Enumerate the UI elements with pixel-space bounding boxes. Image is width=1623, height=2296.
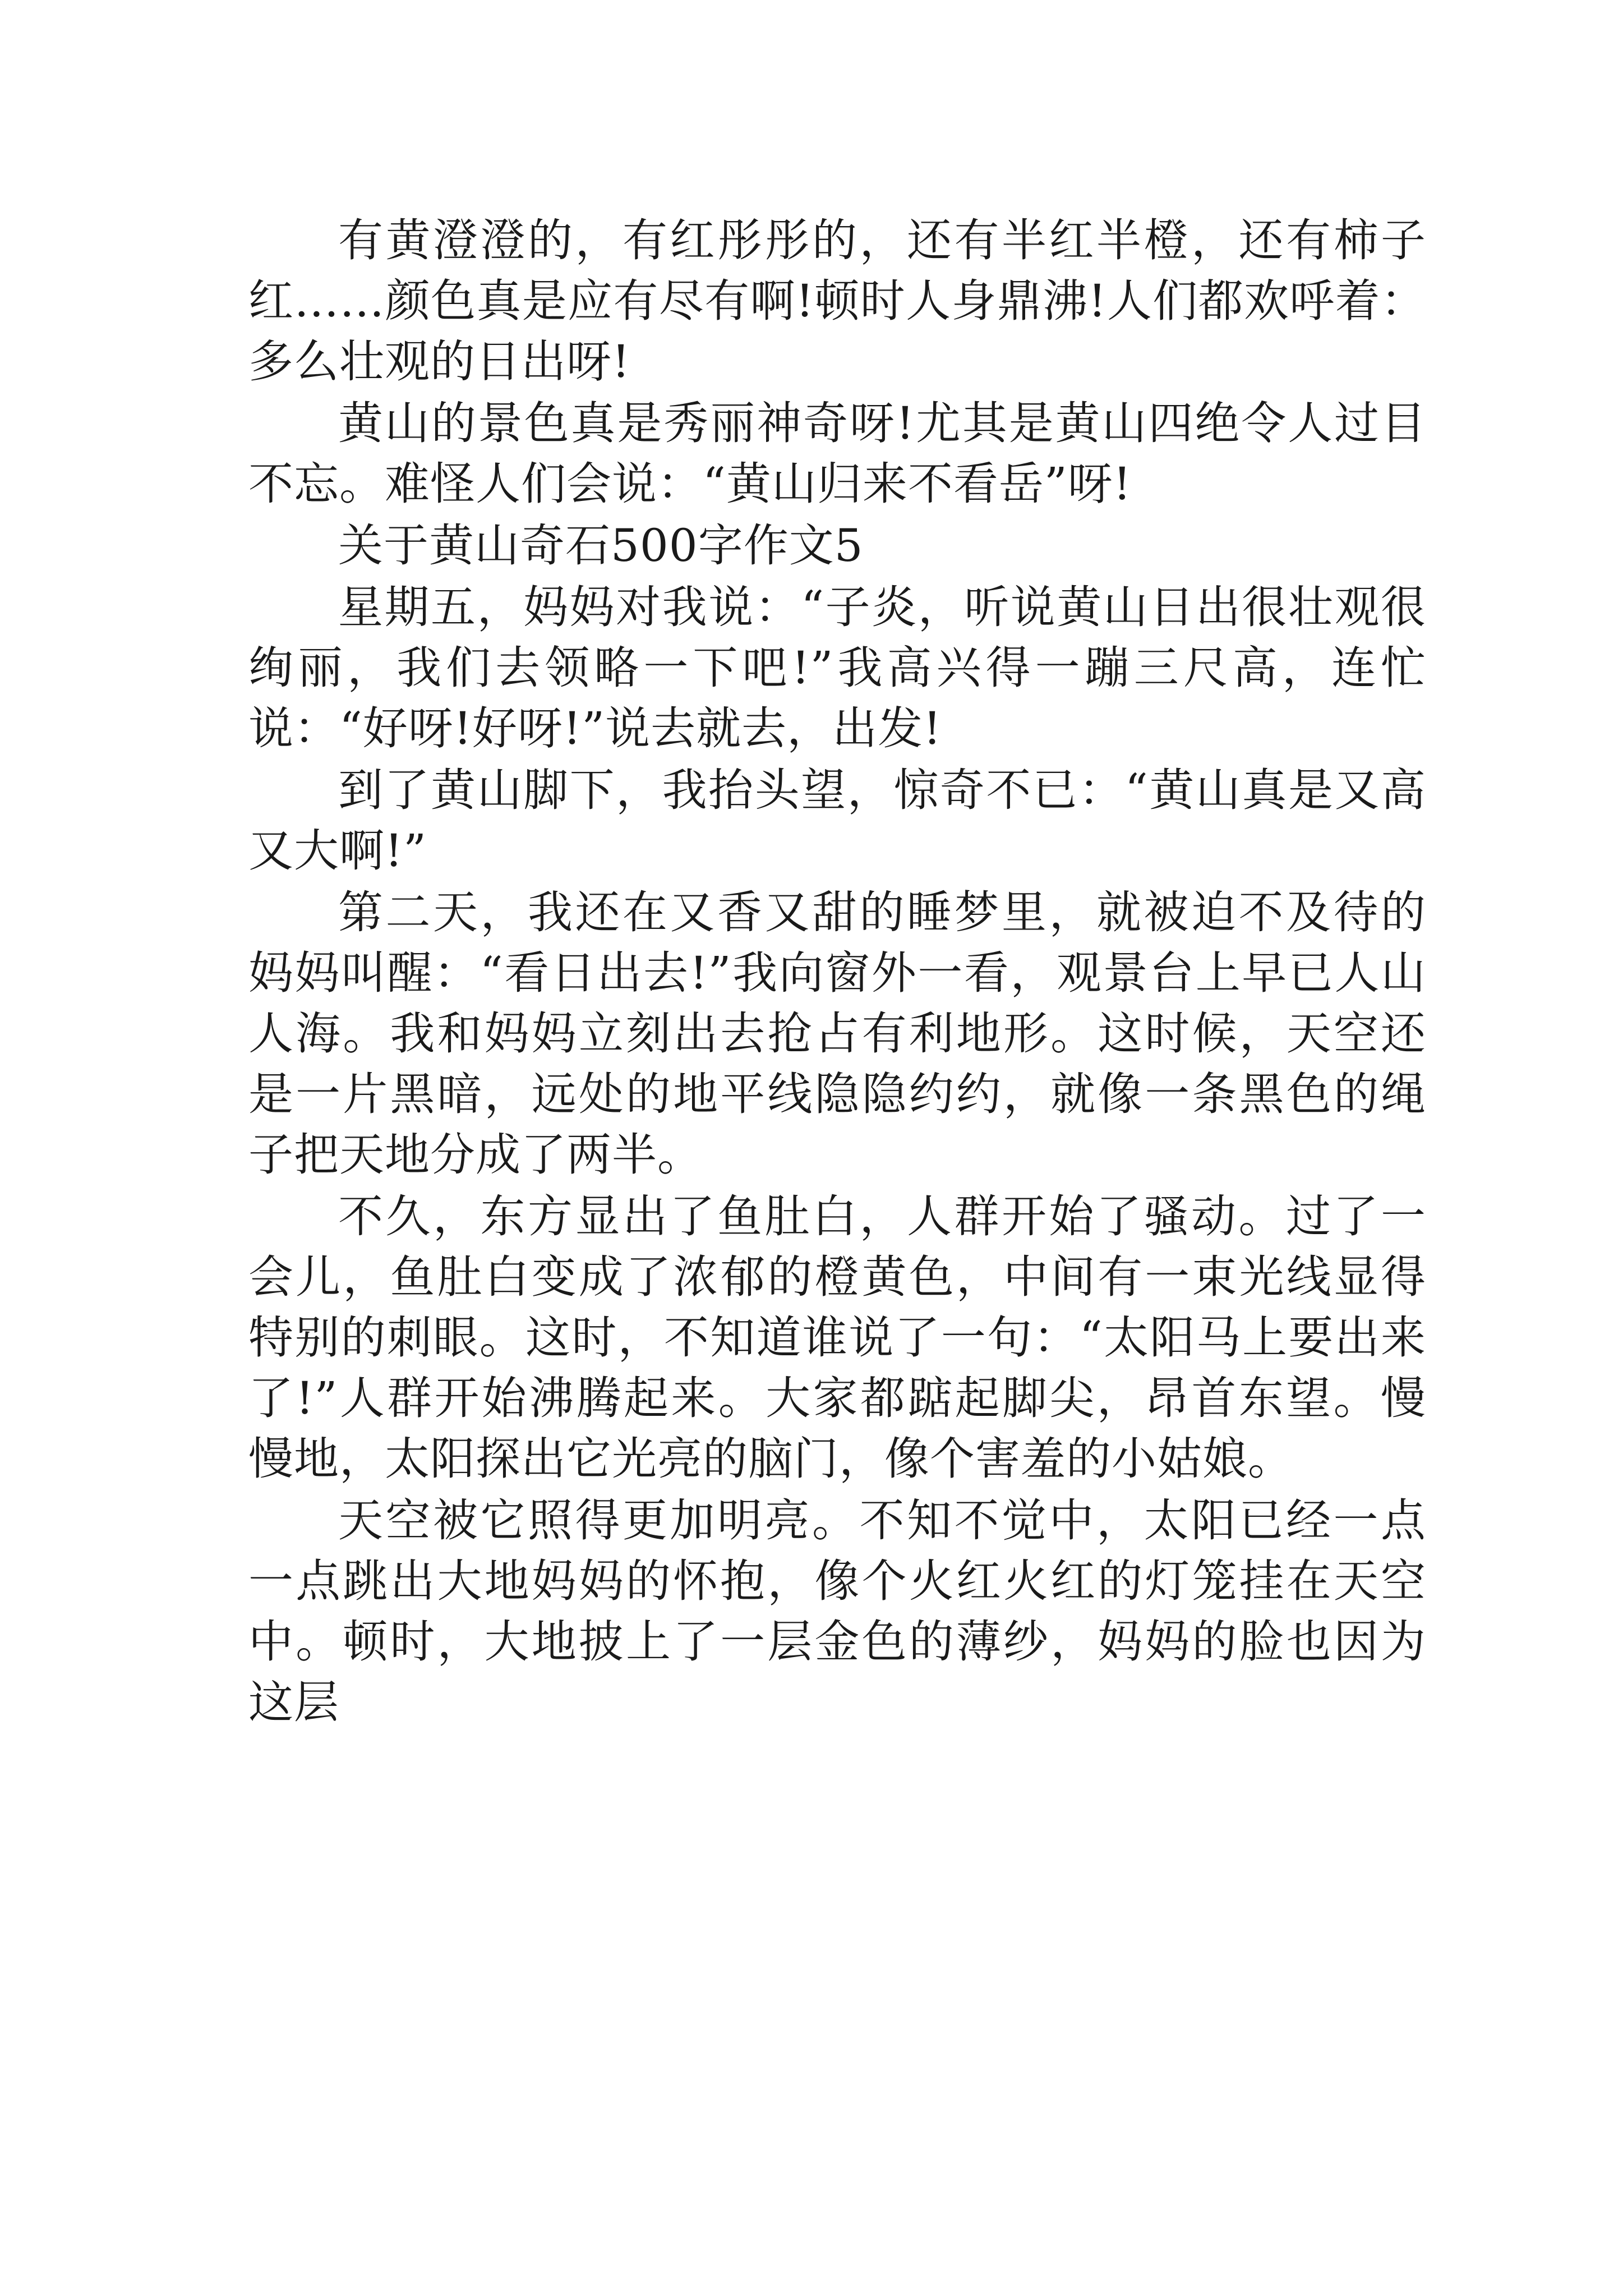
document-body bbox=[248, 210, 1426, 1734]
paragraph-5: 第二天，我还在又香又甜的睡梦里，就被迫不及待的妈妈叫醒：“看日出去!”我向窗外一看，观景台上早已人山人海。我和妈妈立刻出去抢占有利地形。这时候，天空还是一片黑暗，远处的地平线隐隐约约，就像一条黑色的绳子把天地分成了两半。 bbox=[248, 886, 1426, 1181]
paragraph-4: 到了黄山脚下，我抬头望，惊奇不已：“黄山真是又高又大啊!” bbox=[248, 764, 1426, 877]
paragraph-3: 星期五，妈妈对我说：“子炎，听说黄山日出很壮观很绚丽，我们去领略一下吧!”我高兴得一蹦三尺高，连忙说：“好呀!好呀!”说去就去，出发! bbox=[248, 581, 1426, 754]
paragraph-6: 不久，东方显出了鱼肚白，人群开始了骚动。过了一会儿，鱼肚白变成了浓郁的橙黄色，中间有一束光线显得特别的刺眼。这时，不知道谁说了一句：“太阳马上要出来了!”人群开始沸腾起来。大家都踮起脚尖，昂首东望。慢慢地，太阳探出它光亮的脑门，像个害羞的小姑娘。 bbox=[248, 1190, 1426, 1485]
section-heading: 关于黄山奇石500字作文5 bbox=[338, 519, 864, 572]
paragraph-1: 有黄澄澄的，有红彤彤的，还有半红半橙，还有柿子红……颜色真是应有尽有啊!顿时人身鼎沸!人们都欢呼着：多么壮观的日出呀! bbox=[248, 214, 1426, 388]
paragraph-7: 天空被它照得更加明亮。不知不觉中，太阳已经一点一点跳出大地妈妈的怀抱，像个火红火红的灯笼挂在天空中。顿时，大地披上了一层金色的薄纱，妈妈的脸也因为这层 bbox=[248, 1494, 1426, 1728]
paragraph-2: 黄山的景色真是秀丽神奇呀!尤其是黄山四绝令人过目不忘。难怪人们会说：“黄山归来不看岳”呀! bbox=[248, 397, 1426, 510]
